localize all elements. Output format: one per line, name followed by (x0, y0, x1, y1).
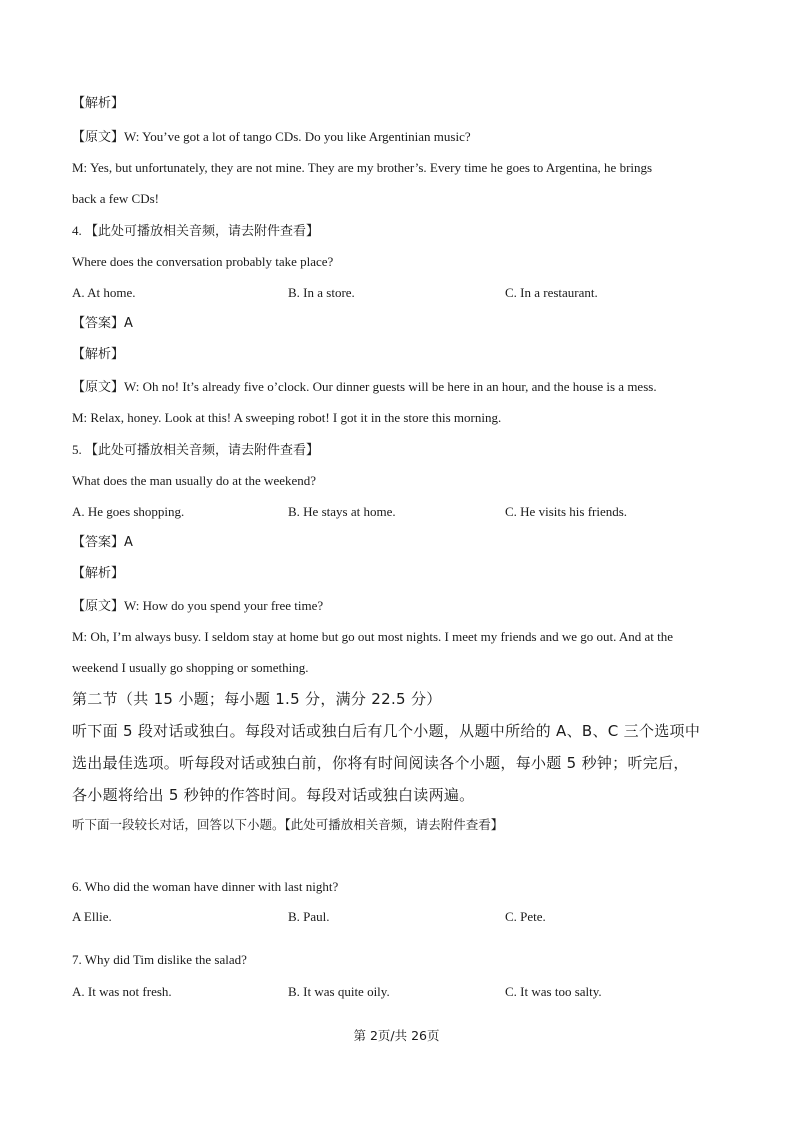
section2-instruction-line-2: 选出最佳选项。听每段对话或独白前，你将有时间阅读各个小题，每小题 5 秒钟；听完后， (72, 754, 689, 772)
q5-transcript-line-2: M: Oh, I’m always busy. I seldom stay at home but go out most nights. I meet my friends and we go out. And at the (72, 629, 674, 644)
q6-option-c[interactable]: C. Pete. (505, 909, 546, 924)
q5-transcript-line-3: weekend I usually go shopping or something. (72, 660, 309, 675)
section2-instruction-line-3: 各小题将给出 5 秒钟的作答时间。每段对话或独白读两遍。 (72, 786, 475, 804)
q5-option-c[interactable]: C. He visits his friends. (505, 504, 628, 519)
q6-option-a[interactable]: A Ellie. (72, 909, 112, 924)
q4-number: 4. (72, 223, 85, 238)
q7-option-c[interactable]: C. It was too salty. (505, 984, 602, 999)
q5-answer: 【答案】A (72, 535, 133, 550)
q4-transcript-line-1: 【原文】W: Oh no! It’s already five o’clock. Our dinner guests will be here in an hour, and the house is a mess. (72, 379, 657, 394)
section2-instruction-line-1: 听下面 5 段对话或独白。每段对话或独白后有几个小题，从题中所给的 A、B、C 三个选项中 (72, 722, 701, 740)
q7-question: 7. Why did Tim dislike the salad? (72, 952, 247, 967)
section2-dialogue-audio-note[interactable]: 听下面一段较长对话，回答以下小题。【此处可播放相关音频，请去附件查看】 (72, 817, 504, 832)
q3-transcript-line-3: back a few CDs! (72, 191, 159, 206)
page-number-footer: 第 2页/共 26页 (353, 1028, 440, 1043)
section2-heading: 第二节（共 15 小题；每小题 1.5 分，满分 22.5 分） (72, 690, 442, 708)
q5-number: 5. (72, 442, 85, 457)
q4-question: Where does the conversation probably take place? (72, 254, 334, 269)
q4-audio-link[interactable]: 【此处可播放相关音频，请去附件查看】 (85, 224, 320, 239)
q5-analysis-label: 【解析】 (72, 566, 125, 581)
q5-option-b[interactable]: B. He stays at home. (288, 504, 396, 519)
q4-transcript-line-2: M: Relax, honey. Look at this! A sweeping robot! I got it in the store this morning. (72, 410, 502, 425)
q4-option-b[interactable]: B. In a store. (288, 285, 355, 300)
q4-option-c[interactable]: C. In a restaurant. (505, 285, 598, 300)
q5-option-a[interactable]: A. He goes shopping. (72, 504, 185, 519)
q3-analysis-label: 【解析】 (72, 96, 125, 111)
q5-audio-link[interactable]: 【此处可播放相关音频，请去附件查看】 (85, 443, 320, 458)
q7-option-a[interactable]: A. It was not fresh. (72, 984, 172, 999)
q5-question: What does the man usually do at the weekend? (72, 473, 317, 488)
q4-option-a[interactable]: A. At home. (72, 285, 136, 300)
q5-transcript-line-1: 【原文】W: How do you spend your free time? (72, 598, 324, 613)
q7-option-b[interactable]: B. It was quite oily. (288, 984, 390, 999)
q6-option-b[interactable]: B. Paul. (288, 909, 330, 924)
q3-transcript-line-2: M: Yes, but unfortunately, they are not mine. They are my brother’s. Every time he goes to Argentina, he brings (72, 160, 653, 175)
q4-analysis-label: 【解析】 (72, 347, 125, 362)
q5-header (72, 442, 319, 459)
q4-header (72, 223, 319, 240)
q6-question: 6. Who did the woman have dinner with last night? (72, 879, 339, 894)
q3-transcript-line-1: 【原文】W: You’ve got a lot of tango CDs. Do you like Argentinian music? (72, 129, 471, 144)
q4-answer: 【答案】A (72, 316, 133, 331)
